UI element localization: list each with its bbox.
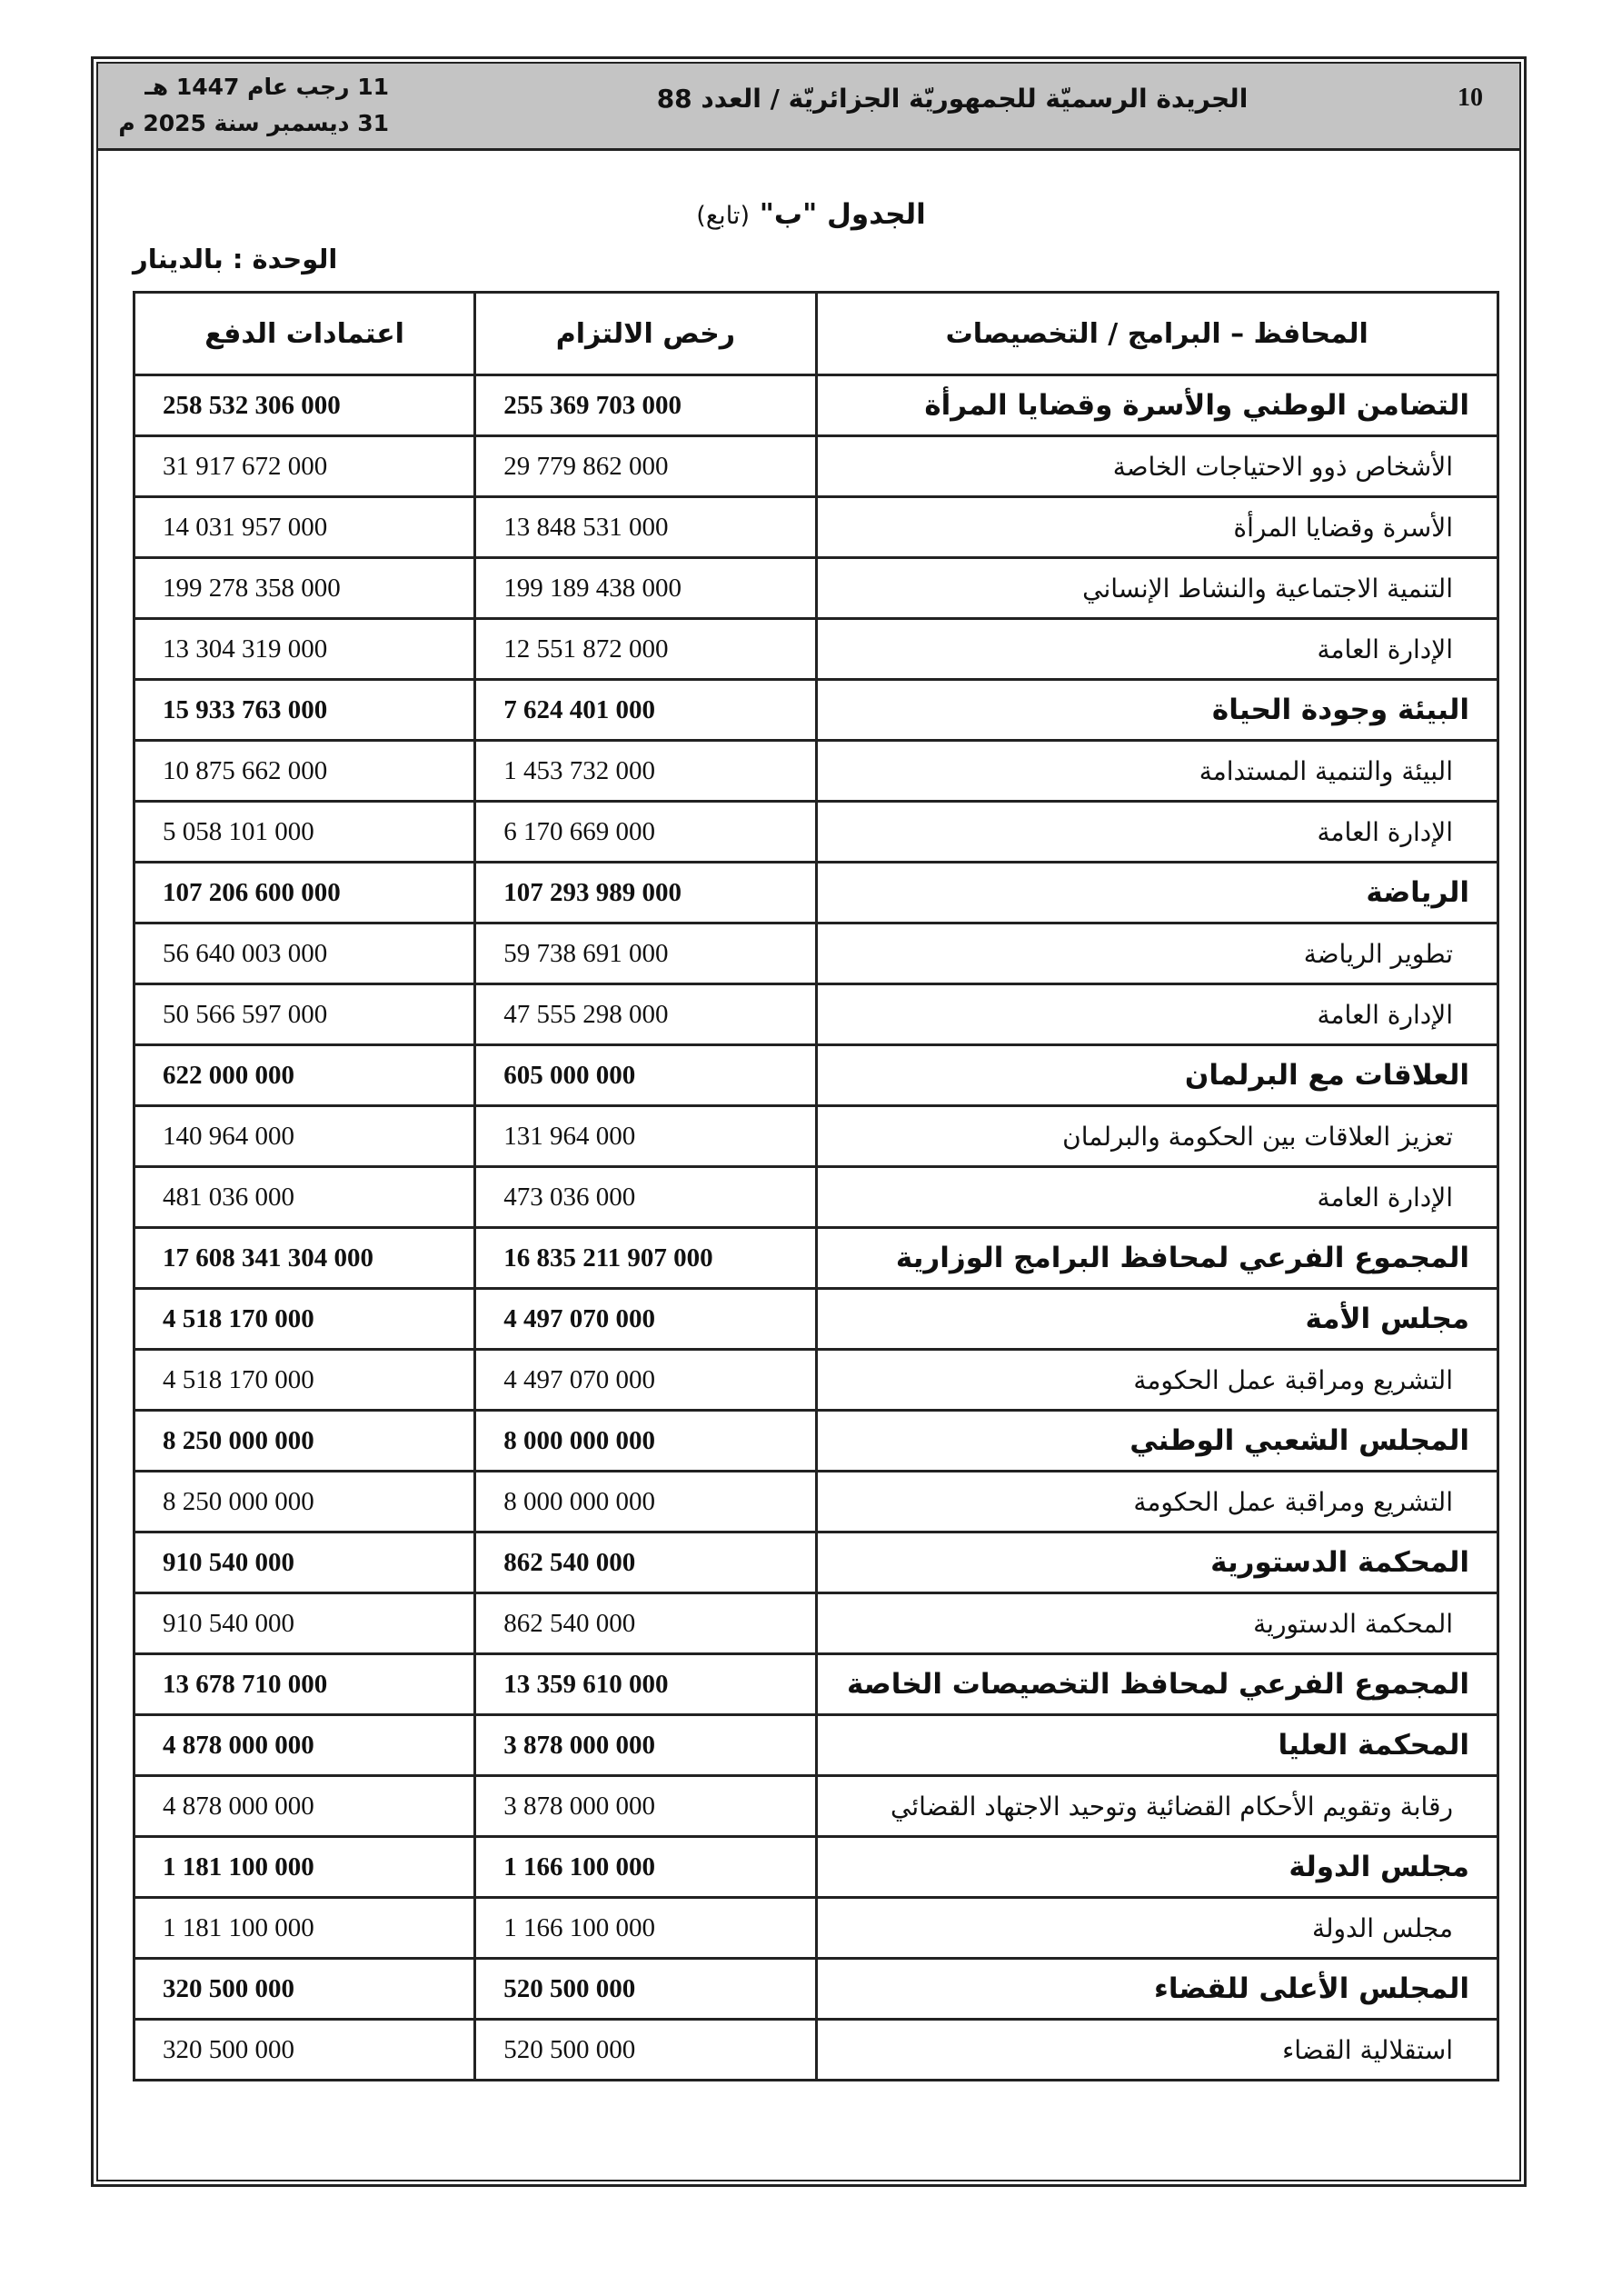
payment-value: 31 917 672 000 [134,436,475,497]
page-number: 10 [1458,84,1483,112]
row-label: المجموع الفرعي لمحافظ التخصيصات الخاصة [816,1654,1498,1715]
table-row [134,923,1498,984]
table-header-row [134,293,1498,375]
commitment-value: 16 835 211 907 000 [475,1228,816,1289]
row-label: التنمية الاجتماعية والنشاط الإنساني [816,558,1498,619]
row-label: الرياضة [816,863,1498,923]
payment-value: 50 566 597 000 [134,984,475,1045]
column-header-programs: المحافظ – البرامج / التخصيصات [816,293,1498,375]
table-row [134,1472,1498,1532]
payment-value: 1 181 100 000 [134,1837,475,1898]
commitment-value: 473 036 000 [475,1167,816,1228]
row-label: البيئة والتنمية المستدامة [816,741,1498,802]
table-row [134,1045,1498,1106]
payment-value: 56 640 003 000 [134,923,475,984]
table-row [134,1532,1498,1593]
commitment-value: 13 848 531 000 [475,497,816,558]
commitment-value: 520 500 000 [475,1959,816,2020]
commitment-value: 199 189 438 000 [475,558,816,619]
row-label: الإدارة العامة [816,802,1498,863]
commitment-value: 59 738 691 000 [475,923,816,984]
commitment-value: 29 779 862 000 [475,436,816,497]
commitment-value: 131 964 000 [475,1106,816,1167]
table-row [134,1411,1498,1472]
row-label: تطوير الرياضة [816,923,1498,984]
payment-value: 4 518 170 000 [134,1289,475,1350]
issue-dates [116,69,389,142]
table-row [134,2020,1498,2081]
table-row [134,1898,1498,1959]
payment-value: 4 878 000 000 [134,1776,475,1837]
payment-value: 140 964 000 [134,1106,475,1167]
payment-value: 481 036 000 [134,1167,475,1228]
table-row [134,1593,1498,1654]
row-label: الأشخاص ذوو الاحتياجات الخاصة [816,436,1498,497]
payment-value: 13 304 319 000 [134,619,475,680]
table-title-suffix: (تابع) [696,202,750,230]
table-row [134,1350,1498,1411]
payment-value: 622 000 000 [134,1045,475,1106]
commitment-value: 4 497 070 000 [475,1350,816,1411]
payment-value: 10 875 662 000 [134,741,475,802]
commitment-value: 4 497 070 000 [475,1289,816,1350]
payment-value: 320 500 000 [134,1959,475,2020]
unit-label: الوحدة : بالدينار [133,244,338,275]
page-header [98,64,1519,151]
table-row [134,1654,1498,1715]
row-label: المحكمة الدستورية [816,1532,1498,1593]
table-row [134,863,1498,923]
row-label: الإدارة العامة [816,984,1498,1045]
payment-value: 5 058 101 000 [134,802,475,863]
table-row [134,375,1498,436]
table-row [134,1167,1498,1228]
table-row [134,1776,1498,1837]
row-label: المجلس الشعبي الوطني [816,1411,1498,1472]
table-row [134,497,1498,558]
column-header-commitment: رخص الالتزام [475,293,816,375]
table-title-main: الجدول "ب" [759,198,926,231]
row-label: المجلس الأعلى للقضاء [816,1959,1498,2020]
commitment-value: 3 878 000 000 [475,1776,816,1837]
row-label: التشريع ومراقبة عمل الحكومة [816,1472,1498,1532]
commitment-value: 6 170 669 000 [475,802,816,863]
row-label: مجلس الدولة [816,1898,1498,1959]
commitment-value: 862 540 000 [475,1532,816,1593]
table-row [134,680,1498,741]
commitment-value: 1 166 100 000 [475,1837,816,1898]
table-row [134,1837,1498,1898]
payment-value: 13 678 710 000 [134,1654,475,1715]
payment-value: 4 518 170 000 [134,1350,475,1411]
payment-value: 15 933 763 000 [134,680,475,741]
table-row [134,436,1498,497]
commitment-value: 12 551 872 000 [475,619,816,680]
row-label: التضامن الوطني والأسرة وقضايا المرأة [816,375,1498,436]
date-gregorian: 31 ديسمبر سنة 2025 م [118,110,389,136]
commitment-value: 520 500 000 [475,2020,816,2081]
table-row [134,802,1498,863]
commitment-value: 255 369 703 000 [475,375,816,436]
commitment-value: 1 166 100 000 [475,1898,816,1959]
table-row [134,1228,1498,1289]
commitment-value: 862 540 000 [475,1593,816,1654]
row-label: المحكمة العليا [816,1715,1498,1776]
commitment-value: 3 878 000 000 [475,1715,816,1776]
commitment-value: 8 000 000 000 [475,1411,816,1472]
row-label: المحكمة الدستورية [816,1593,1498,1654]
row-label: التشريع ومراقبة عمل الحكومة [816,1350,1498,1411]
table-title [0,198,1622,231]
payment-value: 320 500 000 [134,2020,475,2081]
row-label: استقلالية القضاء [816,2020,1498,2081]
row-label: المجموع الفرعي لمحافظ البرامج الوزارية [816,1228,1498,1289]
table-row [134,741,1498,802]
journal-title: الجريدة الرسميّة للجمهوريّة الجزائريّة / العدد 88 [656,84,1249,114]
row-label: الأسرة وقضايا المرأة [816,497,1498,558]
commitment-value: 7 624 401 000 [475,680,816,741]
payment-value: 199 278 358 000 [134,558,475,619]
commitment-value: 13 359 610 000 [475,1654,816,1715]
table-row [134,558,1498,619]
commitment-value: 605 000 000 [475,1045,816,1106]
row-label: البيئة وجودة الحياة [816,680,1498,741]
commitment-value: 8 000 000 000 [475,1472,816,1532]
payment-value: 258 532 306 000 [134,375,475,436]
commitment-value: 47 555 298 000 [475,984,816,1045]
table-row [134,1289,1498,1350]
table-row [134,619,1498,680]
payment-value: 910 540 000 [134,1532,475,1593]
payment-value: 1 181 100 000 [134,1898,475,1959]
row-label: الإدارة العامة [816,1167,1498,1228]
table-row [134,1715,1498,1776]
row-label: الإدارة العامة [816,619,1498,680]
row-label: مجلس الدولة [816,1837,1498,1898]
payment-value: 910 540 000 [134,1593,475,1654]
row-label: رقابة وتقويم الأحكام القضائية وتوحيد الاجتهاد القضائي [816,1776,1498,1837]
payment-value: 14 031 957 000 [134,497,475,558]
table-row [134,1959,1498,2020]
commitment-value: 1 453 732 000 [475,741,816,802]
row-label: مجلس الأمة [816,1289,1498,1350]
table-row [134,1106,1498,1167]
table-row [134,984,1498,1045]
payment-value: 8 250 000 000 [134,1472,475,1532]
row-label: تعزيز العلاقات بين الحكومة والبرلمان [816,1106,1498,1167]
payment-value: 8 250 000 000 [134,1411,475,1472]
date-hijri: 11 رجب عام 1447 هـ [144,74,389,100]
payment-value: 4 878 000 000 [134,1715,475,1776]
budget-table [133,291,1499,2081]
row-label: العلاقات مع البرلمان [816,1045,1498,1106]
payment-value: 17 608 341 304 000 [134,1228,475,1289]
commitment-value: 107 293 989 000 [475,863,816,923]
column-header-payment: اعتمادات الدفع [134,293,475,375]
payment-value: 107 206 600 000 [134,863,475,923]
